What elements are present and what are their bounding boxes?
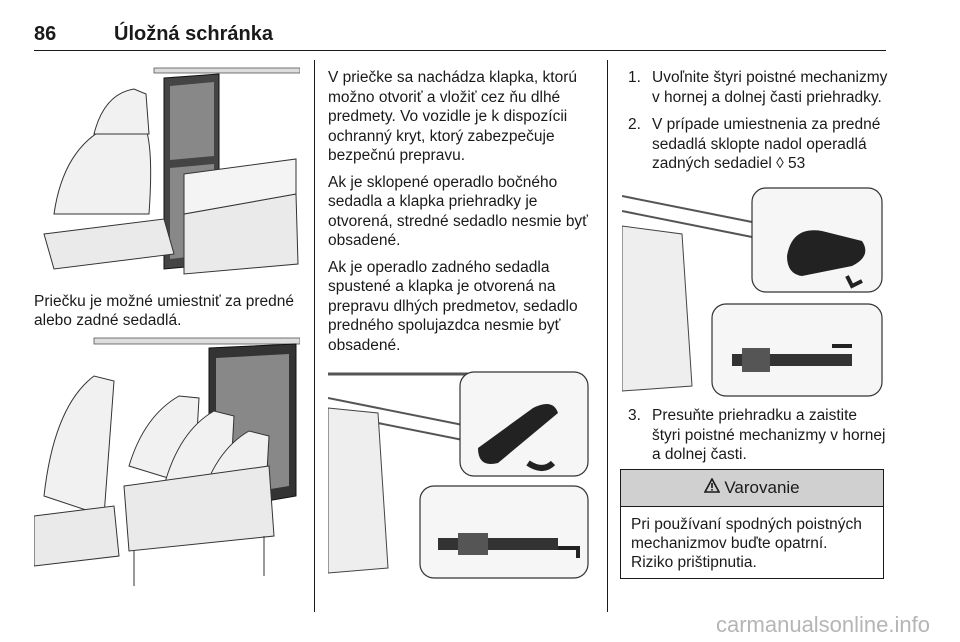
paragraph: V priečke sa nachádza klapka, ktorú možno otvoriť a vložiť cez ňu dlhé predmety. Vo vozidle je k dispozícii ochranný kryt, ktorý zabezpečuje bezpečnú prepravu.	[328, 69, 577, 164]
warning-triangle-icon	[704, 478, 720, 498]
warning-box	[620, 469, 884, 579]
rear-seats-illustration	[34, 336, 300, 604]
column-right-lower	[628, 406, 888, 473]
paragraph: Ak je operadlo zadného sedadla spustené a klapka je otvorená na prepravu dlhých predmetov, sedadlo predného spolujazdca nesmie byť obsadené.	[328, 258, 578, 354]
watermark: carmanualsonline.info	[715, 612, 930, 637]
column-right	[628, 68, 888, 182]
steps-list-bottom	[628, 406, 888, 465]
seats-partition-illustration	[34, 64, 300, 278]
page-number: 86	[34, 23, 57, 45]
warning-header	[621, 470, 883, 507]
steps-list-top	[628, 68, 888, 174]
illustration-caption: Priečku je možné umiestniť za predné alebo zadné sedadlá.	[34, 293, 294, 329]
column-middle	[328, 68, 592, 402]
column-divider	[607, 60, 608, 612]
lower-latch-illustration	[622, 186, 884, 398]
paragraph: Ak je sklopené operadlo bočného sedadla a klapka priehradky je otvorená, stredné sedadlo nesmie byť obsadené.	[328, 173, 588, 249]
page-title: Úložná schránka	[114, 23, 273, 45]
warning-title: Varovanie	[724, 478, 800, 497]
column-divider	[314, 60, 315, 612]
warning-text: Pri používaní spodných poistných mechanizmov buďte opatrní. Riziko prištipnutia.	[631, 516, 862, 571]
step-item: 1. Uvoľnite štyri poistné mechanizmy v hornej a dolnej časti priehradky.	[628, 69, 888, 106]
partition-latch-illustration	[328, 368, 590, 580]
step-item: 3. Presuňte priehradku a zaistite štyri poistné mechanizmy v hornej a dolnej časti.	[628, 407, 886, 463]
step-item: 2. V prípade umiestnenia za predné sedadlá sklopte nadol operadlá zadných sedadiel ◊ 53	[628, 116, 881, 172]
page-header	[34, 18, 886, 51]
